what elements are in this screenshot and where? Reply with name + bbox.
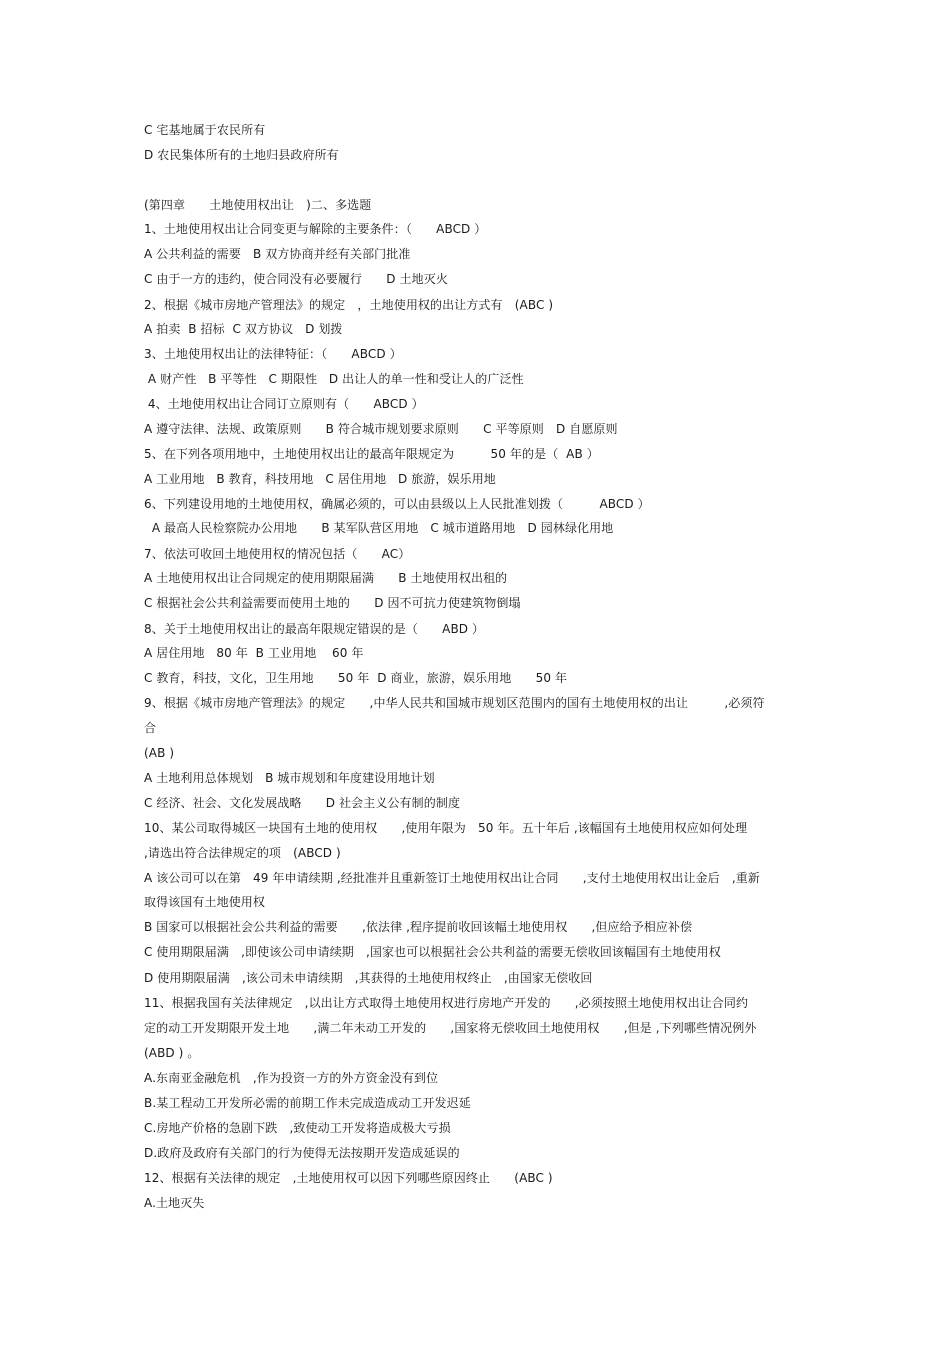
text-line: 定的动工开发期限开发土地 ,满二年未动工开发的 ,国家将无偿收回土地使用权 ,但是 ,下列哪些情况例外 [144, 1021, 757, 1035]
text-line: A 该公司可以在第 49 年申请续期 ,经批准并且重新签订土地使用权出让合同 ,支付土地使用权出让金后 ,重新 [144, 871, 760, 885]
text-line: C.房地产价格的急剧下跌 ,致使动工开发将造成极大亏损 [144, 1121, 451, 1135]
text-line: A 公共利益的需要 B 双方协商并经有关部门批准 [144, 247, 411, 261]
text-line: A 土地使用权出让合同规定的使用期限届满 B 土地使用权出租的 [144, 571, 508, 585]
text-line: C 教育，科技，文化，卫生用地 50 年 D 商业，旅游，娱乐用地 50 年 [144, 671, 568, 685]
text-line: C 宅基地属于农民所有 [144, 123, 266, 137]
text-line: A 遵守法律、法规、政策原则 B 符合城市规划要求原则 C 平等原则 D 自愿原则 [144, 422, 618, 436]
question-12: 12、根据有关法律的规定 ,土地使用权可以因下列哪些原因终止 (ABC ) [144, 1171, 553, 1185]
text-line: A 土地利用总体规划 B 城市规划和年度建设用地计划 [144, 771, 435, 785]
text-line: B 国家可以根据社会公共利益的需要 ,依法律 ,程序提前收回该幅土地使用权 ,但应给予相应补偿 [144, 920, 693, 934]
question-2: 2、根据《城市房地产管理法》的规定 ，土地使用权的出让方式有 (ABC ) [144, 298, 554, 312]
text-line: A 最高人民检察院办公用地 B 某军队营区用地 C 城市道路用地 D 园林绿化用地 [144, 521, 614, 535]
text-line: ,请选出符合法律规定的项 (ABCD ) [144, 846, 341, 860]
text-line: B.某工程动工开发所必需的前期工作未完成造成动工开发迟延 [144, 1096, 471, 1110]
question-9: 9、根据《城市房地产管理法》的规定 ,中华人民共和国城市规划区范围内的国有土地使用权的出让 ,必须符 [144, 696, 765, 710]
question-1: 1、土地使用权出让合同变更与解除的主要条件：（ ABCD ） [144, 222, 487, 236]
text-line: A 拍卖 B 招标 C 双方协议 D 划拨 [144, 322, 343, 336]
question-8: 8、关于土地使用权出让的最高年限规定错误的是（ ABD ） [144, 622, 485, 636]
text-line: D 使用期限届满 ,该公司未申请续期 ,其获得的土地使用权终止 ,由国家无偿收回 [144, 971, 593, 985]
question-7: 7、依法可收回土地使用权的情况包括（ AC） [144, 547, 411, 561]
question-3: 3、土地使用权出让的法律特征：（ ABCD ） [144, 347, 402, 361]
text-line: A.东南亚金融危机 ,作为投资一方的外方资金没有到位 [144, 1071, 439, 1085]
question-11: 11、根据我国有关法律规定 ,以出让方式取得土地使用权进行房地产开发的 ,必须按照土地使用权出让合同约 [144, 996, 749, 1010]
text-line: A 工业用地 B 教育，科技用地 C 居住用地 D 旅游，娱乐用地 [144, 472, 496, 486]
text-line: C 根据社会公共利益需要而使用土地的 D 因不可抗力使建筑物倒塌 [144, 596, 521, 610]
answer-key: (ABD ) 。 [144, 1046, 200, 1060]
text-line: A 财产性 B 平等性 C 期限性 D 出让人的单一性和受让人的广泛性 [144, 372, 524, 386]
question-4: 4、土地使用权出让合同订立原则有（ ABCD ） [144, 397, 424, 411]
question-5: 5、在下列各项用地中，土地使用权出让的最高年限规定为 50 年的是（ AB ） [144, 447, 599, 461]
question-6: 6、下列建设用地的土地使用权，确属必须的，可以由县级以上人民批准划拨（ ABCD ） [144, 497, 650, 511]
text-line: D.政府及政府有关部门的行为使得无法按期开发造成延误的 [144, 1146, 460, 1160]
text-line: A.土地灭失 [144, 1196, 205, 1210]
text-line: 合 [144, 721, 157, 735]
question-10: 10、某公司取得城区一块国有土地的使用权 ,使用年限为 50 年。五十年后 ,该幅国有土地使用权应如何处理 [144, 821, 748, 835]
text-line: C 使用期限届满 ,即使该公司申请续期 ,国家也可以根据社会公共利益的需要无偿收回该幅国有土地使用权 [144, 945, 721, 959]
text-line: 取得该国有土地使用权 [144, 895, 266, 909]
text-line: D 农民集体所有的土地归县政府所有 [144, 148, 339, 162]
text-line: C 经济、社会、文化发展战略 D 社会主义公有制的制度 [144, 796, 461, 810]
text-line: C 由于一方的违约，使合同没有必要履行 D 土地灭火 [144, 272, 448, 286]
text-line: A 居住用地 80 年 B 工业用地 60 年 [144, 646, 364, 660]
section-heading: (第四章 土地使用权出让 )二、多选题 [144, 198, 372, 212]
answer-key: (AB ) [144, 746, 175, 760]
